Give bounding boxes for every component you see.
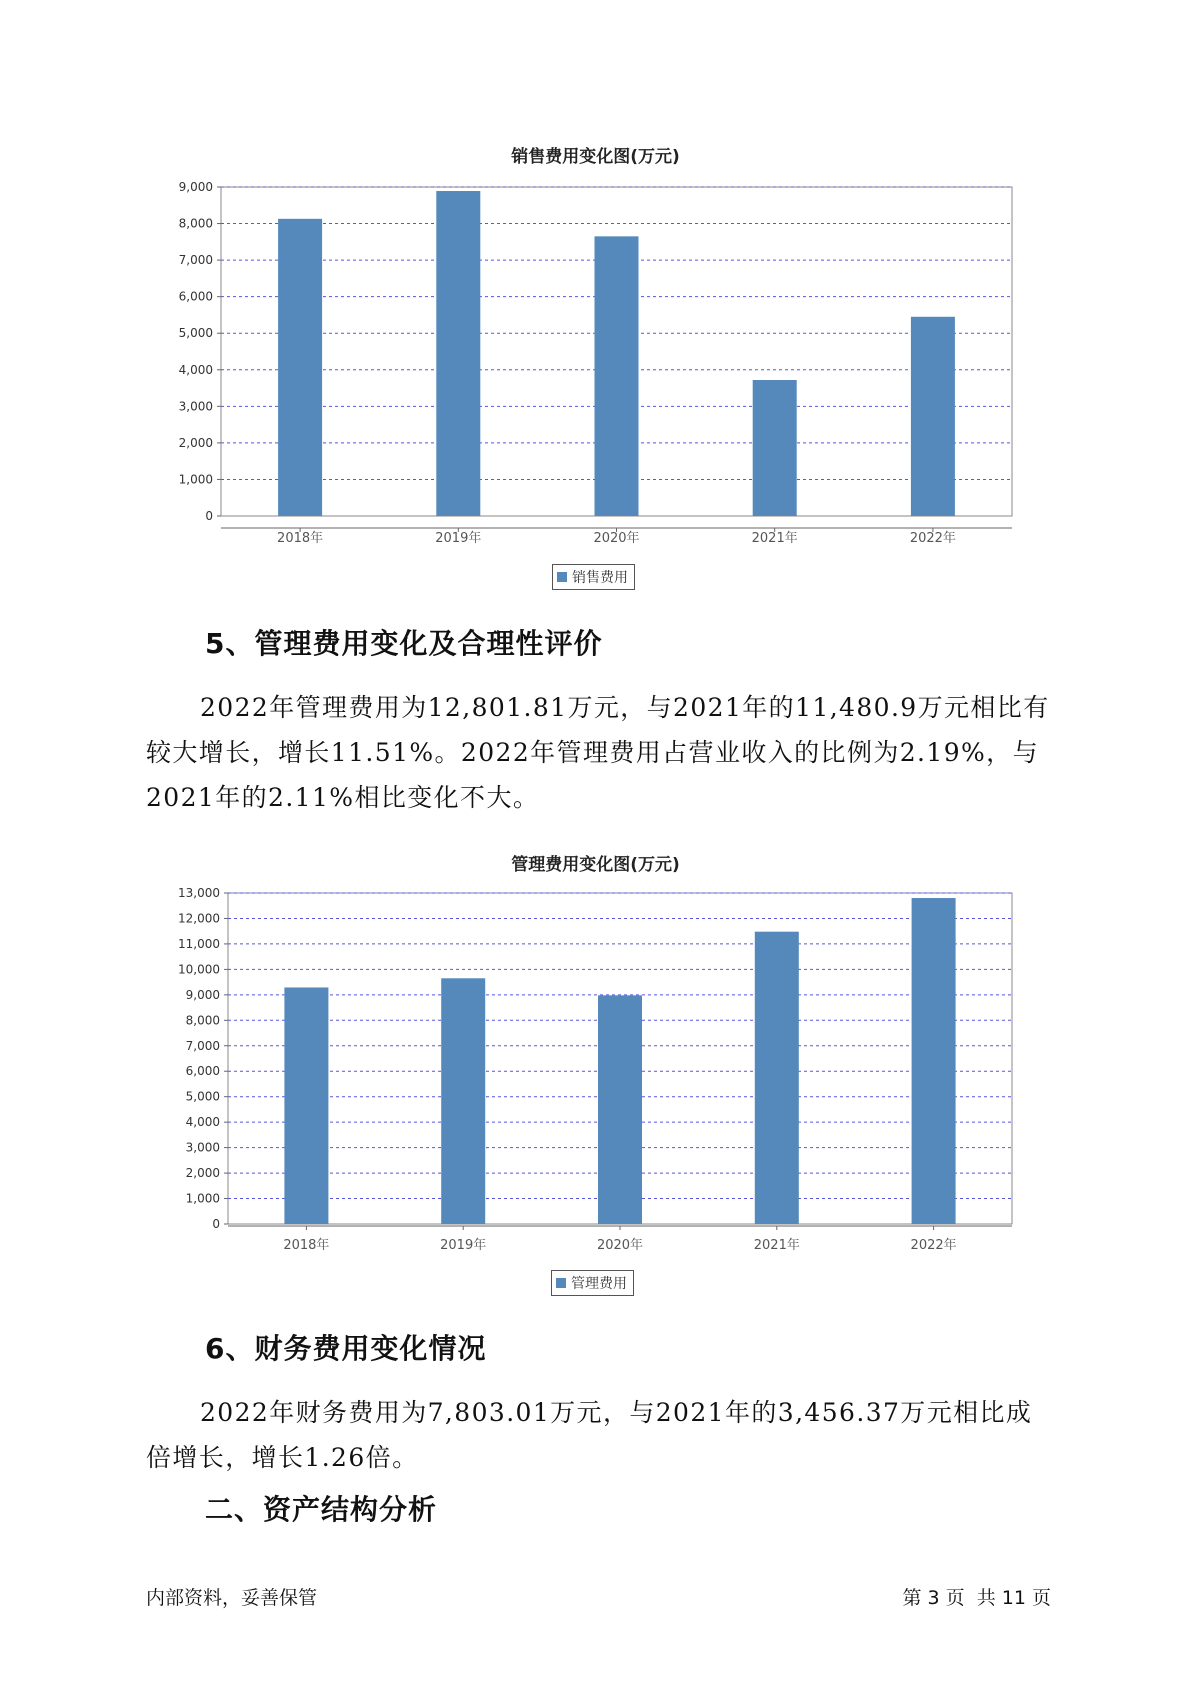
- bar: [598, 995, 642, 1224]
- x-tick-label: 2021年: [751, 531, 798, 546]
- y-tick-label: 6,000: [178, 289, 213, 304]
- legend-label: 销售费用: [572, 570, 628, 586]
- y-tick-label: 4,000: [185, 1115, 220, 1130]
- legend-label: 管理费用: [571, 1276, 627, 1292]
- x-tick-label: 2020年: [596, 1238, 644, 1253]
- y-tick-label: 3,000: [185, 1140, 220, 1155]
- x-tick-label: 2019年: [435, 531, 482, 546]
- sales-chart-title: 销售费用变化图(万元): [511, 147, 680, 167]
- y-tick-label: 7,000: [185, 1038, 220, 1053]
- y-tick-label: 1,000: [178, 472, 213, 487]
- section-heading-finance: 6、财务费用变化情况: [205, 1332, 487, 1365]
- y-tick-label: 9,000: [178, 180, 213, 194]
- y-tick-label: 2,000: [185, 1166, 220, 1181]
- mgmt-chart-title: 管理费用变化图(万元): [511, 855, 680, 875]
- y-tick-label: 13,000: [178, 886, 220, 900]
- bar: [441, 978, 485, 1224]
- bar: [284, 987, 328, 1224]
- footer-confidential: 内部资料，妥善保管: [146, 1587, 318, 1609]
- x-tick-label: 2022年: [909, 531, 956, 546]
- bar: [912, 898, 956, 1224]
- x-tick-label: 2020年: [593, 531, 640, 546]
- x-tick-label: 2022年: [910, 1238, 957, 1253]
- y-tick-label: 0: [212, 1217, 220, 1231]
- y-tick-label: 9,000: [185, 987, 220, 1002]
- mgmt-chart-legend: [551, 1270, 634, 1296]
- y-tick-label: 12,000: [178, 911, 220, 926]
- y-tick-label: 2,000: [178, 435, 213, 450]
- legend-swatch: [556, 1278, 566, 1288]
- bar: [755, 932, 799, 1224]
- y-tick-label: 4,000: [178, 362, 213, 377]
- y-tick-label: 5,000: [185, 1089, 220, 1104]
- y-tick-label: 1,000: [185, 1191, 220, 1206]
- x-tick-label: 2018年: [277, 531, 324, 546]
- x-tick-label: 2021年: [753, 1238, 800, 1253]
- y-tick-label: 10,000: [178, 962, 220, 977]
- footer-page-number: 第 3 页 共 11 页: [902, 1587, 1051, 1609]
- paragraph-mgmt: 2022年管理费用为12,801.81万元，与2021年的11,480.9万元相比有较大增长，增长11.51%。2022年管理费用占营业收入的比例为2.19%，与2021年的2.11%相比变化不大。: [146, 693, 1050, 812]
- section-heading-mgmt: 5、管理费用变化及合理性评价: [205, 627, 603, 660]
- section-heading-assets: 二、资产结构分析: [205, 1493, 438, 1526]
- paragraph-finance: 2022年财务费用为7,803.01万元，与2021年的3,456.37万元相比成倍增长，增长1.26倍。: [146, 1398, 1033, 1472]
- y-tick-label: 0: [205, 509, 213, 523]
- y-tick-label: 7,000: [178, 253, 213, 268]
- y-tick-label: 8,000: [178, 216, 213, 231]
- x-tick-label: 2019年: [440, 1238, 487, 1253]
- y-tick-label: 8,000: [185, 1013, 220, 1028]
- y-tick-label: 6,000: [185, 1064, 220, 1079]
- x-tick-label: 2018年: [283, 1238, 330, 1253]
- y-tick-label: 5,000: [178, 326, 213, 341]
- y-tick-label: 3,000: [178, 399, 213, 414]
- y-tick-label: 11,000: [178, 936, 220, 951]
